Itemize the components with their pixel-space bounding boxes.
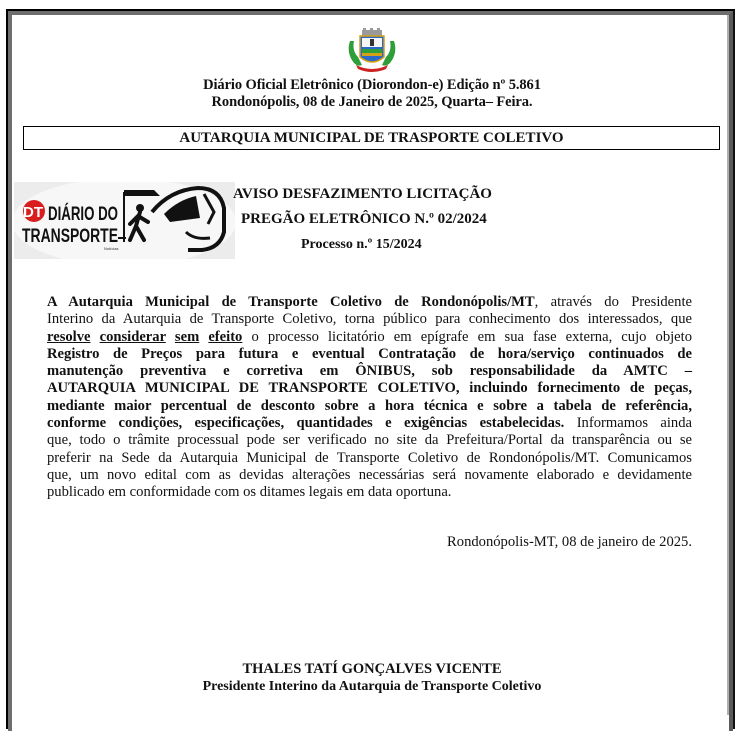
gazette-date-line: Rondonópolis, 08 de Janeiro de 2025, Quarta– Feira. — [211, 94, 533, 110]
diario-do-transporte-logo-graphic — [14, 182, 235, 259]
body-line: Interino da Autarquia de Transporte Coletivo, torna público para conhecimento dos interessados, que — [47, 311, 692, 328]
body-conditions: conforme condições, especificações, quantidades e exigências estabelecidas. — [47, 415, 565, 432]
body-agency-name: A Autarquia Municipal de Transporte Coletivo de Rondonópolis/MT — [47, 294, 535, 310]
body-line: que, um novo edital com as devidas alterações necessárias será novamente elaborado e devidamente — [47, 466, 692, 483]
signatory-name: THALES TATÍ GONÇALVES VICENTE — [242, 661, 502, 677]
logo-small-text: Notícias — [104, 246, 119, 251]
signatory-role: Presidente Interino da Autarquia de Transporte Coletivo — [202, 679, 542, 694]
body-considerar: considerar — [99, 328, 166, 345]
body-line: publicado em conformidade com os ditames legais em data oportuna. — [47, 484, 452, 501]
body-line — [47, 294, 692, 311]
body-resolve: resolve — [47, 328, 91, 345]
body-line — [47, 415, 692, 432]
body-text: o processo licitatório em epígrafe em sua fase externa, cujo objeto — [251, 328, 692, 345]
logo-line1-text: DIÁRIO DO — [48, 204, 149, 225]
rondonopolis-coat-of-arms-icon — [344, 27, 400, 75]
body-text: , através do Presidente — [534, 294, 692, 310]
body-sem: sem — [174, 328, 200, 345]
diario-do-transporte-logo — [14, 182, 235, 259]
body-line-bold: Registro de Preços para futura e eventual Contratação de hora/serviço continuados de — [47, 345, 692, 362]
body-line: preferir na Sede da Autarquia Municipal de Transporte Coletivo de Rondonópolis/MT. Comunicamos — [47, 449, 692, 466]
section-title-box: AUTARQUIA MUNICIPAL DE TRASPORTE COLETIVO — [23, 126, 720, 150]
body-line-bold: mediante maior percentual de desconto sobre a hora técnica e sobre a tabela de referência, — [47, 397, 692, 414]
body-text: Informamos ainda — [564, 415, 693, 432]
notice-processo: Processo n.º 15/2024 — [301, 237, 422, 252]
notice-title: AVISO DESFAZIMENTO LICITAÇÃO — [233, 186, 492, 202]
body-line — [47, 329, 692, 346]
notice-body — [47, 294, 692, 502]
place-date: Rondonópolis-MT, 08 de janeiro de 2025. — [447, 534, 692, 550]
body-line-bold: AUTARQUIA MUNICIPAL DE TRANSPORTE COLETIVO, incluindo fornecimento de peças, — [47, 380, 692, 397]
gazette-edition-line: Diário Oficial Eletrônico (Diorondon-e) Edição nº 5.861 — [203, 77, 541, 93]
logo-line2-text: TRANSPORTE — [22, 226, 118, 247]
body-line-bold: manutenção preventiva e corretiva em ÔNIBUS, sob responsabilidade da AMTC – — [47, 363, 692, 380]
body-efeito: efeito — [208, 328, 243, 345]
notice-pregao: PREGÃO ELETRÔNICO N.º 02/2024 — [241, 211, 487, 227]
body-line: que, todo o trâmite processual pode ser verificado no site da Prefeitura/Portal da transparência ou se — [47, 432, 692, 449]
page-frame-shadow — [727, 15, 729, 715]
logo-dt-text: DT — [23, 204, 43, 221]
